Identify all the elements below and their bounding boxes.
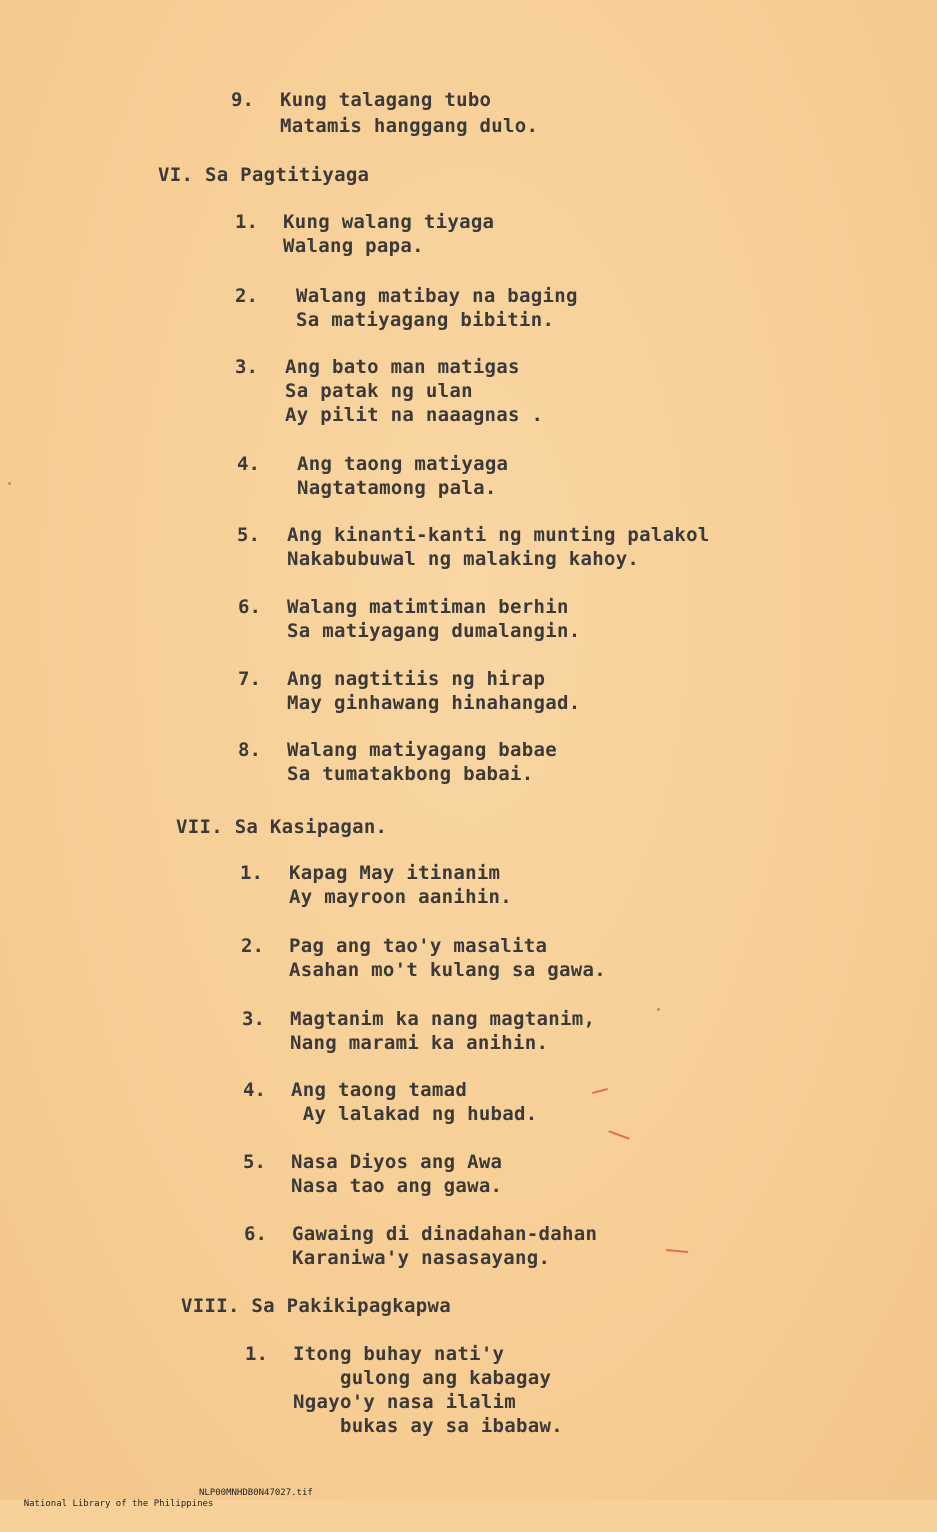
red-pencil-mark [666, 1249, 688, 1253]
section-heading: VII. Sa Kasipagan. [176, 816, 388, 838]
item-line: bukas ay sa ibabaw. [293, 1415, 563, 1437]
item-line: Nasa tao ang gawa. [291, 1175, 503, 1197]
item-line: Ang taong tamad [291, 1079, 468, 1101]
paper-speck [8, 482, 11, 485]
item-line: May ginhawang hinahangad. [287, 692, 581, 714]
item-line: Nagtatamong pala. [297, 477, 497, 499]
item-line: Walang papa. [283, 235, 424, 257]
item-line: Ay lalakad ng hubad. [291, 1103, 538, 1125]
item-number: 3. [235, 356, 258, 378]
item-line: Kung walang tiyaga [283, 211, 495, 233]
item-number: 4. [237, 453, 260, 475]
item-number: 6. [244, 1223, 267, 1245]
red-pencil-mark [592, 1088, 608, 1094]
item-number: 2. [235, 285, 258, 307]
item-number: 5. [243, 1151, 266, 1173]
item-line: Matamis hanggang dulo. [280, 115, 539, 137]
item-line: Ang nagtitiis ng hirap [287, 668, 546, 690]
item-number: 7. [238, 668, 261, 690]
item-line: Nang marami ka anihin. [290, 1032, 549, 1054]
item-line: Kung talagang tubo [280, 89, 492, 111]
item-number: 8. [238, 739, 261, 761]
footer-source: National Library of the Philippines [23, 1499, 214, 1509]
item-line: Sa patak ng ulan [285, 380, 473, 402]
item-line: Ang bato man matigas [285, 356, 520, 378]
item-number: 1. [240, 862, 263, 884]
item-line: gulong ang kabagay [293, 1367, 552, 1389]
item-number: 6. [238, 596, 261, 618]
item-line: Ngayo'y nasa ilalim [293, 1391, 517, 1413]
item-number: 4. [243, 1079, 266, 1101]
section-heading: VIII. Sa Pakikipagkapwa [181, 1295, 451, 1317]
item-line: Walang matiyagang babae [287, 739, 557, 761]
item-number: 9. [231, 89, 254, 111]
item-number: 5. [237, 524, 260, 546]
section-heading: VI. Sa Pagtitiyaga [158, 164, 370, 186]
item-line: Karaniwa'y nasasayang. [292, 1247, 551, 1269]
archive-footer [2, 1488, 313, 1532]
item-line: Nakabubuwal ng malaking kahoy. [287, 548, 640, 570]
item-line: Sa matiyagang dumalangin. [287, 620, 581, 642]
item-line: Ang kinanti-kanti ng munting palakol [287, 524, 710, 546]
item-number: 3. [242, 1008, 265, 1030]
item-line: Ay pilit na naaagnas . [285, 404, 544, 426]
item-line: Ang taong matiyaga [297, 453, 509, 475]
item-line: Sa matiyagang bibitin. [296, 309, 555, 331]
item-number: 1. [235, 211, 258, 233]
item-line: Ay mayroon aanihin. [289, 886, 513, 908]
item-line: Pag ang tao'y masalita [289, 935, 548, 957]
item-line: Walang matimtiman berhin [287, 596, 569, 618]
item-line: Asahan mo't kulang sa gawa. [289, 959, 606, 981]
red-pencil-mark [608, 1130, 629, 1139]
paper-speck [657, 1008, 660, 1011]
item-number: 1. [245, 1343, 268, 1365]
item-line: Sa tumatakbong babai. [287, 763, 534, 785]
item-line: Gawaing di dinadahan-dahan [292, 1223, 598, 1245]
item-number: 2. [241, 935, 264, 957]
footer-filename: NLP00MNHDB0N47027.tif [199, 1488, 313, 1498]
item-line: Itong buhay nati'y [293, 1343, 505, 1365]
item-line: Walang matibay na baging [296, 285, 578, 307]
item-line: Nasa Diyos ang Awa [291, 1151, 503, 1173]
item-line: Magtanim ka nang magtanim, [290, 1008, 596, 1030]
item-line: Kapag May itinanim [289, 862, 501, 884]
